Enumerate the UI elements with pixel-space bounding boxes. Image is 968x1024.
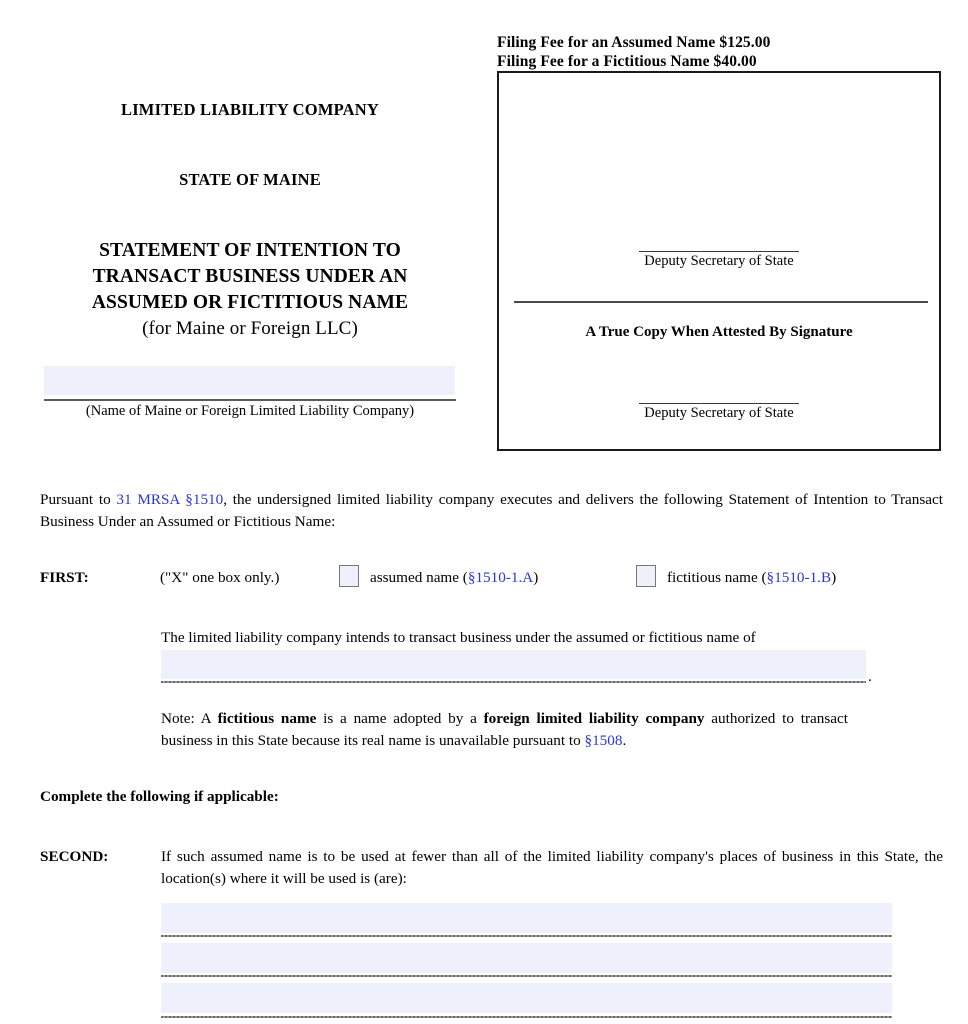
statute-link-1510-1b[interactable]: §1510-1.B: [766, 569, 832, 586]
page-title-line-3: ASSUMED OR FICTITIOUS NAME: [91, 292, 409, 313]
true-copy-label: A True Copy When Attested By Signature: [585, 324, 853, 340]
company-name-caption: (Name of Maine or Foreign Limited Liability Company): [85, 403, 415, 419]
first-instruction: ("X" one box only.): [160, 569, 280, 586]
document-title-block: [40, 100, 460, 341]
note-mid-2: authorized to transact business in this State because its real name is unavailable pursuant to: [161, 710, 848, 749]
second-text: If such assumed name is to be used at fewer than all of the limited liability company's places of business in this State, the location(s) where it will be used is (are):: [161, 848, 943, 887]
statute-link-1510[interactable]: 31 MRSA §1510: [116, 491, 224, 508]
first-label: FIRST:: [40, 569, 89, 586]
fictitious-name-checkbox-close: ): [831, 569, 837, 586]
attestation-divider: [514, 301, 928, 303]
filing-fee-fictitious: Filing Fee for a Fictitious Name $40.00: [497, 53, 757, 70]
assumed-fictitious-name-underline: [161, 681, 866, 683]
signature-block-bottom: [499, 403, 939, 422]
pursuant-body: , the undersigned limited liability company executes and delivers the following Statement of Intention to Transact Business Under an Assumed or Fictitious Name:: [40, 491, 943, 530]
filing-fee-header: [497, 33, 947, 71]
statute-link-1510-1a[interactable]: §1510-1.A: [467, 569, 534, 586]
note-mid-1: is a name adopted by a: [316, 710, 484, 727]
signature-line-top: [639, 251, 799, 252]
location-input-1[interactable]: [161, 903, 892, 933]
page-title: [40, 238, 460, 341]
note-tail: .: [622, 732, 627, 749]
fictitious-name-note: [161, 708, 848, 752]
location-underline-3: [161, 1016, 892, 1018]
company-name-input[interactable]: [44, 366, 455, 395]
note-bold-fictitious-name: fictitious name: [217, 710, 317, 727]
fictitious-name-checkbox-label: [667, 568, 836, 588]
filing-fee-assumed: Filing Fee for an Assumed Name $125.00: [497, 34, 771, 51]
fictitious-name-checkbox[interactable]: [636, 565, 656, 587]
company-name-underline: [44, 399, 456, 401]
page-title-line-2: TRANSACT BUSINESS UNDER AN: [92, 266, 408, 287]
state-title: STATE OF MAINE: [179, 170, 321, 189]
signature-line-bottom: [639, 403, 799, 404]
location-underline-2: [161, 975, 892, 977]
assumed-fictitious-name-input[interactable]: [161, 650, 866, 679]
assumed-name-checkbox-close: ): [533, 569, 539, 586]
second-label: SECOND:: [40, 848, 109, 865]
note-bold-foreign-llc: foreign limited liability company: [483, 710, 705, 727]
pursuant-paragraph: [40, 489, 943, 533]
location-input-2[interactable]: [161, 943, 892, 973]
deputy-secretary-label-top: Deputy Secretary of State: [644, 253, 794, 269]
assumed-name-period: .: [868, 668, 872, 685]
deputy-secretary-label-bottom: Deputy Secretary of State: [644, 405, 794, 421]
location-input-3[interactable]: [161, 983, 892, 1013]
page-title-line-1: STATEMENT OF INTENTION TO: [99, 240, 401, 261]
assumed-name-checkbox-label: [370, 568, 538, 588]
assumed-name-checkbox-text: assumed name (: [370, 569, 468, 586]
pursuant-prefix: Pursuant to: [40, 491, 117, 508]
statute-link-1508[interactable]: §1508: [584, 732, 623, 749]
attestation-box: [497, 71, 941, 451]
fictitious-name-checkbox-text: fictitious name (: [667, 569, 767, 586]
assumed-name-checkbox[interactable]: [339, 565, 359, 587]
entity-type-title: LIMITED LIABILITY COMPANY: [120, 100, 380, 119]
note-lead: Note: A: [161, 710, 218, 727]
signature-block-top: [499, 251, 939, 270]
intends-to-transact-text: The limited liability company intends to transact business under the assumed or fictitious name of: [161, 629, 756, 646]
complete-if-applicable-label: Complete the following if applicable:: [40, 788, 279, 805]
location-underline-1: [161, 935, 892, 937]
page-title-subline: (for Maine or Foreign LLC): [142, 318, 358, 339]
